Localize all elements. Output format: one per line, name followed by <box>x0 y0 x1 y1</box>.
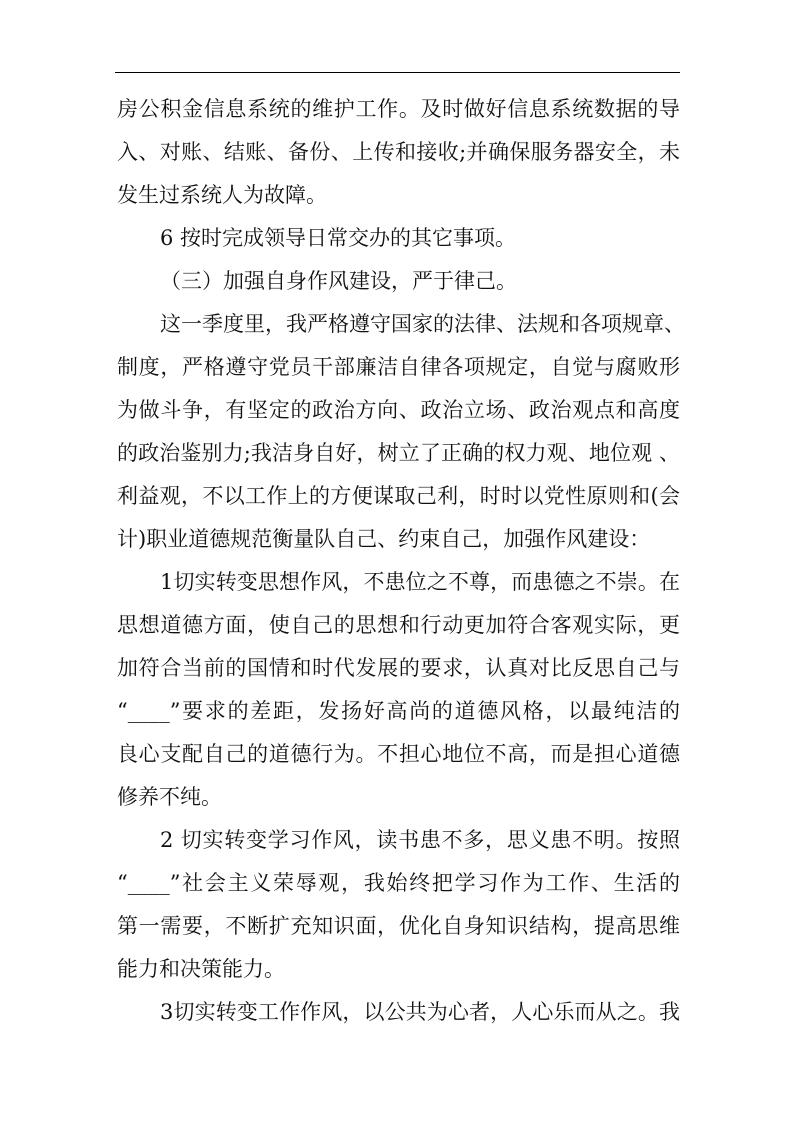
text-line: 发生过系统人为故障。 <box>117 183 327 207</box>
text-line: 修养不纯。 <box>117 785 222 809</box>
text-line: 思想道德方面，使自己的思想和行动更加符合客观实际，更 <box>117 613 680 637</box>
text-line: 加符合当前的国情和时代发展的要求，认真对比反思自己与 <box>117 656 680 680</box>
text-line: “____”社会主义荣辱观，我始终把学习作为工作、生活的 <box>117 871 680 895</box>
text-line: 为做斗争，有坚定的政治方向、政治立场、政治观点和高度 <box>117 398 680 422</box>
paragraph-continued <box>117 88 680 217</box>
text-line: “____”要求的差距，发扬好高尚的道德风格，以最纯洁的 <box>117 699 680 723</box>
text-line: 房公积金信息系统的维护工作。及时做好信息系统数据的导 <box>117 97 680 121</box>
header-rule <box>115 72 680 73</box>
text-line: 2 切实转变学习作风，读书患不多，思义患不明。按照 <box>160 828 680 852</box>
text-line: 3切实转变工作作风，以公共为心者，人心乐而从之。我 <box>160 1000 680 1024</box>
paragraph-discipline <box>117 303 685 561</box>
text-line: 良心支配自己的道德行为。不担心地位不高，而是担心道德 <box>117 742 680 766</box>
document-body <box>117 88 685 1034</box>
text-line: 能力和决策能力。 <box>117 957 285 981</box>
section-heading-3 <box>117 260 680 303</box>
text-line: 1切实转变思想作风，不患位之不尊，而患德之不崇。在 <box>160 570 680 594</box>
paragraph-item-2 <box>117 819 680 991</box>
text-line: 第一需要，不断扩充知识面，优化自身知识结构，提高思维 <box>117 914 680 938</box>
text-line: 的政治鉴别力;我洁身自好，树立了正确的权力观、地位观 、 <box>117 441 680 465</box>
paragraph-item-1 <box>117 561 680 819</box>
text-line: 计)职业道德规范衡量队自己、约束自己，加强作风建设： <box>117 527 651 551</box>
text-line: 6 按时完成领导日常交办的其它事项。 <box>160 226 517 250</box>
text-line: 这一季度里，我严格遵守国家的法律、法规和各项规章、 <box>160 312 685 336</box>
section-heading: （三）加强自身作风建设，严于律己。 <box>160 269 517 293</box>
paragraph-item-6 <box>117 217 680 260</box>
paragraph-item-3 <box>117 991 680 1034</box>
text-line: 利益观，不以工作上的方便谋取己利，时时以党性原则和(会 <box>117 484 680 508</box>
text-line: 制度，严格遵守党员干部廉洁自律各项规定，自觉与腐败形 <box>117 355 680 379</box>
text-line: 入、对账、结账、备份、上传和接收;并确保服务器安全，未 <box>117 140 680 164</box>
